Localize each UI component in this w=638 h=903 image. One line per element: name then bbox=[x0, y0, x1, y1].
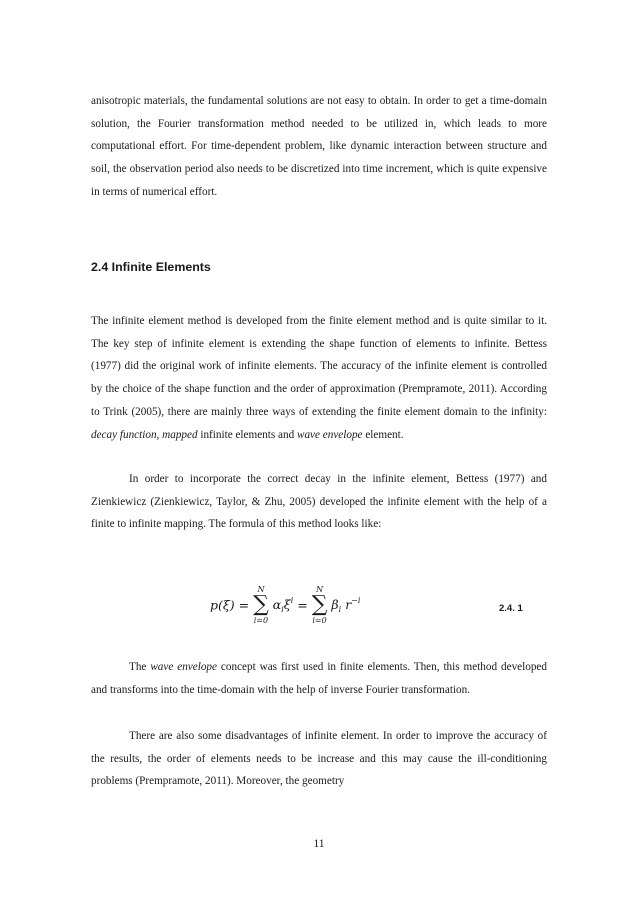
paragraph-infinite-elements bbox=[91, 310, 547, 446]
equation-term-2: $\beta_i$ $r^{-i}$ bbox=[331, 596, 361, 614]
paragraph-text: element. bbox=[362, 428, 404, 441]
equation-equals: = bbox=[297, 597, 308, 613]
paragraph-text: , bbox=[156, 428, 163, 441]
paragraph-mapping: In order to incorporate the correct decay in the infinite element, Bettess (1977) and Zienkiewicz (Zienkiewicz, Taylor, & Zhu, 2005) developed the infinite element with the help of a finite to infinite mapping. The formula of this method looks like: bbox=[91, 473, 547, 531]
paragraph-text: concept was first used in finite elements. Then, this method developed and transforms into the time-domain with the help of inverse Fourier transformation. bbox=[91, 661, 547, 696]
emphasis-decay-function: decay function bbox=[91, 428, 157, 441]
paragraph-wave-envelope bbox=[91, 656, 547, 701]
paragraph-text: The bbox=[129, 661, 151, 673]
paragraph-text: The infinite element method is developed from the finite element method and is quite similar to it. The key step of infinite element is extending the shape function of elements to infinite. Bettess (1977) did the original work of infinite elements. The accuracy of the infinite element is controlled by the choice of the shape function and the order of approximation (Prempramote, 2011). According to Trink (2005), there are mainly three ways of extending the finite element domain to the infinity: bbox=[91, 315, 547, 418]
sum-lower-limit: i=0 bbox=[312, 616, 327, 625]
paragraph-text: infinite elements and bbox=[197, 428, 297, 441]
section-heading: 2.4 Infinite Elements bbox=[91, 260, 211, 274]
emphasis-mapped: mapped bbox=[162, 428, 198, 441]
sum-upper-limit: N bbox=[257, 585, 265, 594]
equation-lhs: p(ξ) = bbox=[210, 597, 250, 613]
equation-number: 2.4. 1 bbox=[499, 603, 523, 614]
summation-1: N ∑ i=0 bbox=[253, 585, 269, 625]
sum-lower-limit: i=0 bbox=[253, 616, 269, 625]
sum-upper-limit: N bbox=[316, 585, 324, 594]
equation bbox=[210, 585, 360, 635]
paragraph-disadvantages: There are also some disadvantages of infinite element. In order to improve the accuracy of the results, the order of elements needs to be increase and this may cause the ill-conditioning problems (Prempramote, 2011). Moreover, the geometry bbox=[91, 730, 547, 788]
summation-2: N ∑ i=0 bbox=[311, 585, 328, 625]
equation-term-1: $\alpha_i\xi^i$ bbox=[272, 596, 294, 614]
paragraph-continuation: anisotropic materials, the fundamental solutions are not easy to obtain. In order to get a time-domain solution, the Fourier transformation method needed to be utilized in, which leads to more computational effort. For time-dependent problem, like dynamic interaction between structure and soil, the observation period also needs to be discretized into time increment, which is quite expensive in terms of numerical effort. bbox=[91, 95, 547, 198]
emphasis-wave-envelope: wave envelope bbox=[150, 661, 217, 673]
emphasis-wave-envelope: wave envelope bbox=[296, 428, 363, 441]
page-number: 11 bbox=[313, 838, 325, 850]
